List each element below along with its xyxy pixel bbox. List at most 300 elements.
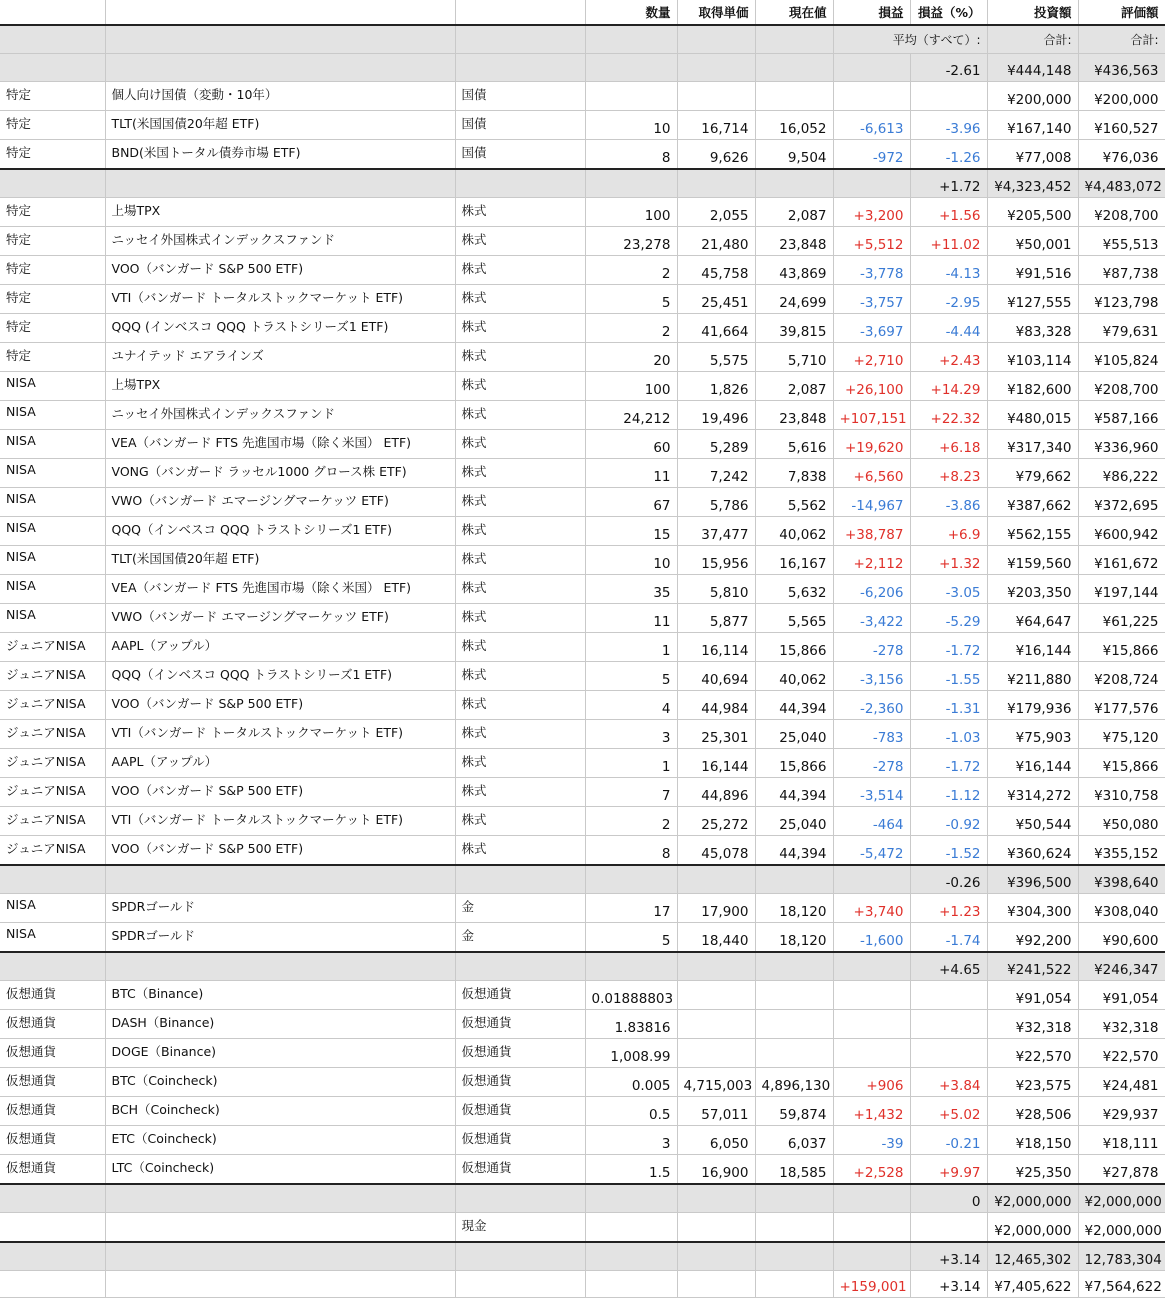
asset-category: 株式 — [455, 633, 585, 662]
summary-pl — [833, 1242, 910, 1271]
asset-category: 株式 — [455, 749, 585, 778]
profit-loss: -972 — [833, 140, 910, 170]
current-price: 2,087 — [755, 198, 833, 227]
quantity: 0.005 — [585, 1068, 677, 1097]
valuation: ¥600,942 — [1078, 517, 1165, 546]
current-price: 18,120 — [755, 894, 833, 923]
holding-name: VEA（バンガード FTS 先進国市場（除く米国） ETF) — [105, 430, 455, 459]
asset-category: 仮想通貨 — [455, 1068, 585, 1097]
cost-price: 9,626 — [677, 140, 755, 170]
summary-invest: 12,465,302 — [987, 1242, 1078, 1271]
current-price: 5,565 — [755, 604, 833, 633]
cost-price: 45,758 — [677, 256, 755, 285]
invested-amount: ¥480,015 — [987, 401, 1078, 430]
profit-loss-pct: +6.18 — [910, 430, 987, 459]
valuation: ¥336,960 — [1078, 430, 1165, 459]
summary-value: ¥7,564,622 — [1078, 1271, 1165, 1298]
account-type: NISA — [0, 430, 105, 459]
current-price: 2,087 — [755, 372, 833, 401]
profit-loss-pct: -2.95 — [910, 285, 987, 314]
current-price — [755, 1213, 833, 1243]
column-header: 投資額 — [987, 0, 1078, 25]
empty-cell — [677, 25, 755, 54]
invested-amount: ¥91,054 — [987, 981, 1078, 1010]
account-type: 仮想通貨 — [0, 1010, 105, 1039]
profit-loss: +2,528 — [833, 1155, 910, 1185]
cost-price: 5,575 — [677, 343, 755, 372]
holding-name: SPDRゴールド — [105, 923, 455, 953]
valuation: ¥197,144 — [1078, 575, 1165, 604]
summary-value: 12,783,304 — [1078, 1242, 1165, 1271]
asset-category: 株式 — [455, 778, 585, 807]
account-type: 仮想通貨 — [0, 1068, 105, 1097]
asset-category: 株式 — [455, 691, 585, 720]
invested-amount: ¥314,272 — [987, 778, 1078, 807]
asset-category: 株式 — [455, 546, 585, 575]
section-summary-row — [0, 865, 1165, 894]
invested-amount: ¥50,544 — [987, 807, 1078, 836]
valuation: ¥55,513 — [1078, 227, 1165, 256]
holding-name: VTI（バンガード トータルストックマーケット ETF) — [105, 807, 455, 836]
asset-category: 株式 — [455, 517, 585, 546]
profit-loss: +3,200 — [833, 198, 910, 227]
holding-row — [0, 807, 1165, 836]
invested-amount: ¥167,140 — [987, 111, 1078, 140]
holding-row — [0, 1213, 1165, 1243]
profit-loss-pct: -0.21 — [910, 1126, 987, 1155]
empty-cell — [677, 54, 755, 82]
total-label: 合計: — [1078, 25, 1165, 54]
account-type: 特定 — [0, 82, 105, 111]
profit-loss: -3,697 — [833, 314, 910, 343]
asset-category: 株式 — [455, 575, 585, 604]
valuation: ¥15,866 — [1078, 749, 1165, 778]
cost-price: 4,715,003 — [677, 1068, 755, 1097]
valuation: ¥18,111 — [1078, 1126, 1165, 1155]
account-type: 特定 — [0, 227, 105, 256]
summary-value: ¥398,640 — [1078, 865, 1165, 894]
asset-category: 国債 — [455, 140, 585, 170]
summary-pl: +159,001 — [833, 1271, 910, 1298]
profit-loss: -278 — [833, 749, 910, 778]
quantity: 5 — [585, 285, 677, 314]
empty-cell — [755, 169, 833, 198]
profit-loss-pct: +6.9 — [910, 517, 987, 546]
quantity: 10 — [585, 111, 677, 140]
invested-amount: ¥25,350 — [987, 1155, 1078, 1185]
profit-loss: -14,967 — [833, 488, 910, 517]
current-price: 18,120 — [755, 923, 833, 953]
summary-pct: 0 — [910, 1184, 987, 1213]
profit-loss — [833, 1213, 910, 1243]
valuation: ¥61,225 — [1078, 604, 1165, 633]
total-label: 合計: — [987, 25, 1078, 54]
summary-value: ¥4,483,072 — [1078, 169, 1165, 198]
empty-cell — [585, 1242, 677, 1271]
account-type: NISA — [0, 372, 105, 401]
quantity: 11 — [585, 459, 677, 488]
account-type: NISA — [0, 546, 105, 575]
holding-row — [0, 720, 1165, 749]
valuation: ¥160,527 — [1078, 111, 1165, 140]
valuation: ¥24,481 — [1078, 1068, 1165, 1097]
invested-amount: ¥304,300 — [987, 894, 1078, 923]
holding-name: VOO（バンガード S&P 500 ETF) — [105, 256, 455, 285]
summary-pct: -0.26 — [910, 865, 987, 894]
holding-name: 上場TPX — [105, 372, 455, 401]
current-price — [755, 1010, 833, 1039]
quantity: 60 — [585, 430, 677, 459]
holding-row — [0, 604, 1165, 633]
invested-amount: ¥23,575 — [987, 1068, 1078, 1097]
empty-cell — [0, 952, 105, 981]
quantity: 7 — [585, 778, 677, 807]
invested-amount: ¥16,144 — [987, 749, 1078, 778]
profit-loss: +2,112 — [833, 546, 910, 575]
empty-cell — [105, 1271, 455, 1298]
quantity: 1 — [585, 749, 677, 778]
profit-loss-pct: +8.23 — [910, 459, 987, 488]
asset-category: 株式 — [455, 227, 585, 256]
valuation: ¥79,631 — [1078, 314, 1165, 343]
profit-loss-pct: +5.02 — [910, 1097, 987, 1126]
profit-loss — [833, 1010, 910, 1039]
asset-category: 株式 — [455, 604, 585, 633]
account-type: 仮想通貨 — [0, 1097, 105, 1126]
current-price: 43,869 — [755, 256, 833, 285]
empty-cell — [677, 1242, 755, 1271]
invested-amount: ¥91,516 — [987, 256, 1078, 285]
holding-name: VOO（バンガード S&P 500 ETF) — [105, 778, 455, 807]
summary-value: ¥246,347 — [1078, 952, 1165, 981]
profit-loss-pct — [910, 1010, 987, 1039]
asset-category: 仮想通貨 — [455, 1039, 585, 1068]
invested-amount: ¥211,880 — [987, 662, 1078, 691]
asset-category: 金 — [455, 894, 585, 923]
empty-cell — [585, 54, 677, 82]
empty-cell — [455, 952, 585, 981]
asset-category: 株式 — [455, 720, 585, 749]
holding-row — [0, 1155, 1165, 1185]
account-type: NISA — [0, 459, 105, 488]
valuation: ¥2,000,000 — [1078, 1213, 1165, 1243]
asset-category: 株式 — [455, 372, 585, 401]
summary-invest: ¥7,405,622 — [987, 1271, 1078, 1298]
profit-loss: -6,613 — [833, 111, 910, 140]
profit-loss: -2,360 — [833, 691, 910, 720]
profit-loss-pct: -1.12 — [910, 778, 987, 807]
holding-row — [0, 140, 1165, 170]
account-type: NISA — [0, 604, 105, 633]
current-price: 16,052 — [755, 111, 833, 140]
valuation: ¥208,700 — [1078, 372, 1165, 401]
account-type: ジュニアNISA — [0, 807, 105, 836]
column-header — [0, 0, 105, 25]
invested-amount: ¥205,500 — [987, 198, 1078, 227]
asset-category: 株式 — [455, 314, 585, 343]
summary-pl — [833, 952, 910, 981]
account-type: ジュニアNISA — [0, 836, 105, 866]
invested-amount: ¥18,150 — [987, 1126, 1078, 1155]
invested-amount: ¥77,008 — [987, 140, 1078, 170]
empty-cell — [0, 1184, 105, 1213]
holding-row — [0, 1039, 1165, 1068]
empty-cell — [755, 1242, 833, 1271]
valuation: ¥76,036 — [1078, 140, 1165, 170]
summary-value: ¥2,000,000 — [1078, 1184, 1165, 1213]
valuation: ¥27,878 — [1078, 1155, 1165, 1185]
profit-loss-pct — [910, 1213, 987, 1243]
empty-cell — [0, 54, 105, 82]
account-type: 特定 — [0, 140, 105, 170]
holding-row — [0, 198, 1165, 227]
summary-pct: +4.65 — [910, 952, 987, 981]
cost-price: 1,826 — [677, 372, 755, 401]
quantity: 1 — [585, 633, 677, 662]
account-type: 特定 — [0, 256, 105, 285]
account-type: 仮想通貨 — [0, 1155, 105, 1185]
empty-cell — [455, 1271, 585, 1298]
valuation: ¥90,600 — [1078, 923, 1165, 953]
current-price: 4,896,130 — [755, 1068, 833, 1097]
empty-cell — [105, 1242, 455, 1271]
quantity: 67 — [585, 488, 677, 517]
empty-cell — [677, 952, 755, 981]
holding-row — [0, 111, 1165, 140]
quantity: 20 — [585, 343, 677, 372]
profit-loss-pct: +22.32 — [910, 401, 987, 430]
account-type: 特定 — [0, 111, 105, 140]
profit-loss: -6,206 — [833, 575, 910, 604]
valuation: ¥15,866 — [1078, 633, 1165, 662]
overall-values-row — [0, 54, 1165, 82]
invested-amount: ¥200,000 — [987, 82, 1078, 111]
empty-cell — [105, 865, 455, 894]
profit-loss-pct: +1.23 — [910, 894, 987, 923]
cost-price — [677, 82, 755, 111]
column-header: 取得単価 — [677, 0, 755, 25]
holding-row — [0, 488, 1165, 517]
holding-name: 個人向け国債（変動・10年） — [105, 82, 455, 111]
asset-category: 仮想通貨 — [455, 1097, 585, 1126]
holding-row — [0, 778, 1165, 807]
current-price: 15,866 — [755, 749, 833, 778]
valuation: ¥200,000 — [1078, 82, 1165, 111]
cost-price: 40,694 — [677, 662, 755, 691]
account-type: NISA — [0, 575, 105, 604]
empty-cell — [0, 25, 105, 54]
asset-category: 株式 — [455, 488, 585, 517]
holding-name: ETC（Coincheck) — [105, 1126, 455, 1155]
valuation: ¥75,120 — [1078, 720, 1165, 749]
quantity: 0.01888803 — [585, 981, 677, 1010]
holding-name: VOO（バンガード S&P 500 ETF) — [105, 836, 455, 866]
holding-name: SPDRゴールド — [105, 894, 455, 923]
cost-price: 18,440 — [677, 923, 755, 953]
quantity: 4 — [585, 691, 677, 720]
invested-amount: ¥179,936 — [987, 691, 1078, 720]
empty-cell — [105, 25, 455, 54]
header-row — [0, 0, 1165, 25]
profit-loss-pct: -1.74 — [910, 923, 987, 953]
quantity — [585, 82, 677, 111]
account-type: ジュニアNISA — [0, 778, 105, 807]
profit-loss-pct: -4.44 — [910, 314, 987, 343]
holding-name: ニッセイ外国株式インデックスファンド — [105, 227, 455, 256]
account-type: 特定 — [0, 314, 105, 343]
profit-loss: +5,512 — [833, 227, 910, 256]
empty-cell — [585, 1271, 677, 1298]
invested-amount: ¥28,506 — [987, 1097, 1078, 1126]
quantity: 35 — [585, 575, 677, 604]
profit-loss: +2,710 — [833, 343, 910, 372]
empty-cell — [0, 865, 105, 894]
column-header: 損益 — [833, 0, 910, 25]
profit-loss-pct: -3.86 — [910, 488, 987, 517]
profit-loss-pct: -0.92 — [910, 807, 987, 836]
holding-name: VOO（バンガード S&P 500 ETF) — [105, 691, 455, 720]
empty-cell — [455, 1184, 585, 1213]
empty-cell — [585, 1184, 677, 1213]
holding-name: VONG（バンガード ラッセル1000 グロース株 ETF) — [105, 459, 455, 488]
holding-row — [0, 430, 1165, 459]
holding-row — [0, 1068, 1165, 1097]
empty-cell — [105, 54, 455, 82]
valuation: ¥29,937 — [1078, 1097, 1165, 1126]
asset-category: 株式 — [455, 430, 585, 459]
holding-name: AAPL（アップル） — [105, 749, 455, 778]
profit-loss: -3,514 — [833, 778, 910, 807]
profit-loss: +1,432 — [833, 1097, 910, 1126]
account-type: ジュニアNISA — [0, 662, 105, 691]
invested-amount: ¥50,001 — [987, 227, 1078, 256]
cost-price: 25,451 — [677, 285, 755, 314]
profit-loss-pct: -1.31 — [910, 691, 987, 720]
holding-name — [105, 1213, 455, 1243]
asset-category: 仮想通貨 — [455, 1126, 585, 1155]
valuation: ¥208,724 — [1078, 662, 1165, 691]
asset-category: 現金 — [455, 1213, 585, 1243]
holding-row — [0, 749, 1165, 778]
profit-loss-pct — [910, 1039, 987, 1068]
current-price: 6,037 — [755, 1126, 833, 1155]
account-type: ジュニアNISA — [0, 691, 105, 720]
profit-loss-pct: -1.03 — [910, 720, 987, 749]
valuation: ¥91,054 — [1078, 981, 1165, 1010]
current-price: 5,616 — [755, 430, 833, 459]
profit-loss-pct: -4.13 — [910, 256, 987, 285]
quantity: 8 — [585, 836, 677, 866]
holding-row — [0, 256, 1165, 285]
current-price: 40,062 — [755, 517, 833, 546]
account-type: 仮想通貨 — [0, 981, 105, 1010]
profit-loss-pct: +1.56 — [910, 198, 987, 227]
current-price: 5,710 — [755, 343, 833, 372]
holding-name: AAPL（アップル） — [105, 633, 455, 662]
holding-name: BCH（Coincheck) — [105, 1097, 455, 1126]
column-header: 現在値 — [755, 0, 833, 25]
holding-name: VEA（バンガード FTS 先進国市場（除く米国） ETF) — [105, 575, 455, 604]
empty-cell — [833, 54, 910, 82]
quantity: 3 — [585, 1126, 677, 1155]
quantity: 2 — [585, 314, 677, 343]
summary-invest: ¥2,000,000 — [987, 1184, 1078, 1213]
profit-loss-pct — [910, 981, 987, 1010]
holding-row — [0, 343, 1165, 372]
holding-name: LTC（Coincheck) — [105, 1155, 455, 1185]
asset-category: 株式 — [455, 256, 585, 285]
column-header — [455, 0, 585, 25]
summary-pct: +3.14 — [910, 1242, 987, 1271]
holding-row — [0, 546, 1165, 575]
quantity: 3 — [585, 720, 677, 749]
current-price: 44,394 — [755, 778, 833, 807]
empty-cell — [585, 952, 677, 981]
asset-category: 仮想通貨 — [455, 981, 585, 1010]
asset-category: 株式 — [455, 198, 585, 227]
holding-row — [0, 517, 1165, 546]
cost-price: 25,301 — [677, 720, 755, 749]
valuation: ¥372,695 — [1078, 488, 1165, 517]
holding-row — [0, 691, 1165, 720]
quantity — [585, 1213, 677, 1243]
profit-loss-pct: +3.84 — [910, 1068, 987, 1097]
profit-loss: -464 — [833, 807, 910, 836]
column-header: 数量 — [585, 0, 677, 25]
holding-row — [0, 285, 1165, 314]
cost-price — [677, 981, 755, 1010]
current-price — [755, 82, 833, 111]
invested-amount: ¥64,647 — [987, 604, 1078, 633]
profit-loss: -3,422 — [833, 604, 910, 633]
holding-name: QQQ（インベスコ QQQ トラストシリーズ1 ETF) — [105, 517, 455, 546]
holding-row — [0, 1010, 1165, 1039]
profit-loss-pct: -5.29 — [910, 604, 987, 633]
valuation: ¥355,152 — [1078, 836, 1165, 866]
holding-name: QQQ（インベスコ QQQ トラストシリーズ1 ETF) — [105, 662, 455, 691]
holding-row — [0, 372, 1165, 401]
invested-amount: ¥317,340 — [987, 430, 1078, 459]
profit-loss-pct: +14.29 — [910, 372, 987, 401]
empty-cell — [0, 1271, 105, 1298]
profit-loss-pct — [910, 82, 987, 111]
profit-loss-pct: +1.32 — [910, 546, 987, 575]
profit-loss: +26,100 — [833, 372, 910, 401]
invested-amount: ¥83,328 — [987, 314, 1078, 343]
holding-name: DASH（Binance) — [105, 1010, 455, 1039]
empty-cell — [105, 952, 455, 981]
account-type: ジュニアNISA — [0, 633, 105, 662]
asset-category: 株式 — [455, 285, 585, 314]
current-price: 25,040 — [755, 807, 833, 836]
empty-cell — [585, 169, 677, 198]
valuation: ¥177,576 — [1078, 691, 1165, 720]
current-price: 24,699 — [755, 285, 833, 314]
empty-cell — [677, 865, 755, 894]
invested-amount: ¥75,903 — [987, 720, 1078, 749]
account-type: ジュニアNISA — [0, 720, 105, 749]
cost-price: 45,078 — [677, 836, 755, 866]
current-price: 16,167 — [755, 546, 833, 575]
empty-cell — [677, 1271, 755, 1298]
holding-name: BTC（Binance) — [105, 981, 455, 1010]
cost-price: 5,810 — [677, 575, 755, 604]
valuation: ¥22,570 — [1078, 1039, 1165, 1068]
summary-invest: ¥241,522 — [987, 952, 1078, 981]
quantity: 100 — [585, 198, 677, 227]
cost-price: 57,011 — [677, 1097, 755, 1126]
profit-loss: -1,600 — [833, 923, 910, 953]
